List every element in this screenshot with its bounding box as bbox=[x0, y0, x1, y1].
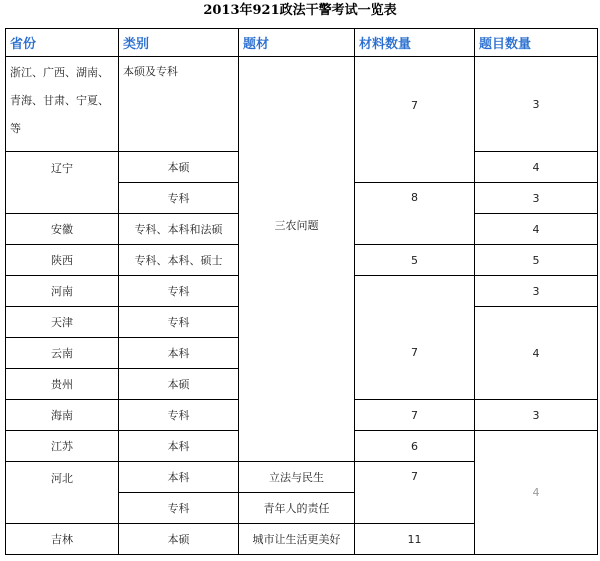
cell-province: 浙江、广西、湖南、青海、甘肃、宁夏、等 bbox=[6, 57, 119, 152]
cell-province: 海南 bbox=[6, 400, 119, 431]
cell-province: 云南 bbox=[6, 338, 119, 369]
cell-theme: 立法与民生 bbox=[239, 462, 355, 493]
header-question-count: 题目数量 bbox=[475, 29, 598, 57]
cell-category: 专科、本科、硕士 bbox=[119, 245, 239, 276]
cell-material-count: 7 bbox=[355, 462, 475, 524]
cell-province: 贵州 bbox=[6, 369, 119, 400]
exam-table bbox=[5, 28, 598, 555]
cell-province: 江苏 bbox=[6, 431, 119, 462]
cell-province: 辽宁 bbox=[6, 152, 119, 214]
header-category: 类别 bbox=[119, 29, 239, 57]
cell-question-count: 3 bbox=[475, 400, 598, 431]
cell-category: 专科、本科和法硕 bbox=[119, 214, 239, 245]
cell-province: 吉林 bbox=[6, 524, 119, 555]
cell-province: 天津 bbox=[6, 307, 119, 338]
cell-material-count: 8 bbox=[355, 183, 475, 245]
cell-province: 安徽 bbox=[6, 214, 119, 245]
cell-category: 本硕 bbox=[119, 524, 239, 555]
cell-question-count: 4 bbox=[475, 152, 598, 183]
cell-question-count: 4 bbox=[475, 214, 598, 245]
cell-category: 专科 bbox=[119, 493, 239, 524]
cell-category: 本硕及专科 bbox=[119, 57, 239, 152]
cell-question-count: 4 bbox=[475, 307, 598, 400]
cell-province: 河南 bbox=[6, 276, 119, 307]
cell-theme: 城市让生活更美好 bbox=[239, 524, 355, 555]
cell-theme-shared: 三农问题 bbox=[239, 57, 355, 462]
cell-category: 本科 bbox=[119, 431, 239, 462]
cell-material-count: 7 bbox=[355, 57, 475, 183]
cell-category: 专科 bbox=[119, 276, 239, 307]
table-title: 2013年921政法干警考试一览表 bbox=[203, 3, 397, 18]
cell-material-count: 5 bbox=[355, 245, 475, 276]
cell-category: 本科 bbox=[119, 462, 239, 493]
cell-material-count: 11 bbox=[355, 524, 475, 555]
cell-category: 专科 bbox=[119, 183, 239, 214]
cell-question-count: 3 bbox=[475, 276, 598, 307]
header-material-count: 材料数量 bbox=[355, 29, 475, 57]
cell-category: 专科 bbox=[119, 307, 239, 338]
cell-question-count: 4 bbox=[475, 431, 598, 555]
cell-province: 陕西 bbox=[6, 245, 119, 276]
cell-category: 专科 bbox=[119, 400, 239, 431]
header-row bbox=[6, 29, 598, 57]
cell-theme: 青年人的责任 bbox=[239, 493, 355, 524]
cell-material-count: 7 bbox=[355, 276, 475, 400]
cell-category: 本科 bbox=[119, 338, 239, 369]
cell-question-count: 3 bbox=[475, 57, 598, 152]
cell-material-count: 7 bbox=[355, 400, 475, 431]
header-theme: 题材 bbox=[239, 29, 355, 57]
cell-question-count: 3 bbox=[475, 183, 598, 214]
cell-category: 本硕 bbox=[119, 152, 239, 183]
cell-material-count: 6 bbox=[355, 431, 475, 462]
cell-question-count: 5 bbox=[475, 245, 598, 276]
table-row bbox=[6, 57, 598, 152]
header-province: 省份 bbox=[6, 29, 119, 57]
cell-category: 本硕 bbox=[119, 369, 239, 400]
cell-province: 河北 bbox=[6, 462, 119, 524]
